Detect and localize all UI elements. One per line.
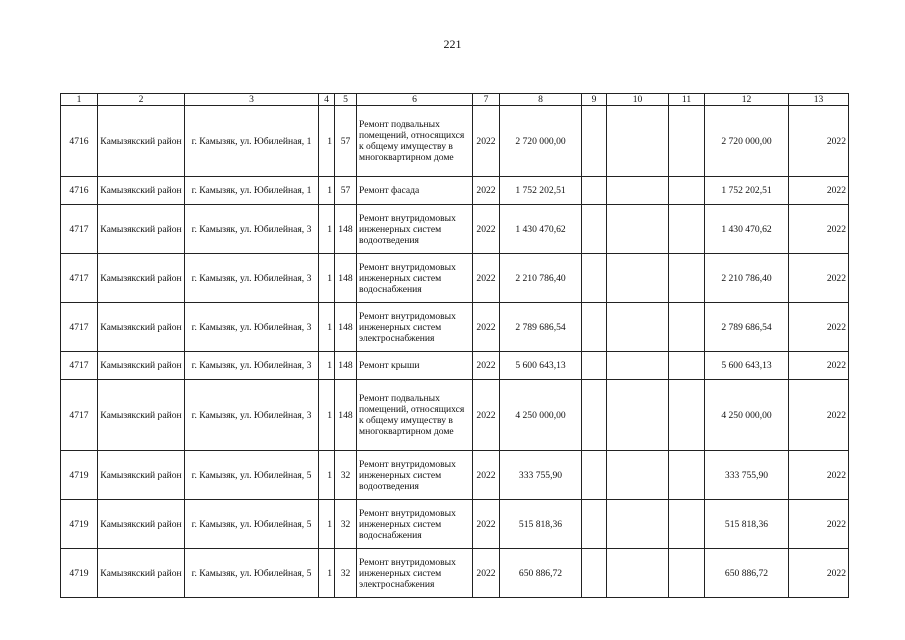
- column-4-cell: 1: [319, 254, 335, 303]
- column-header: 2: [98, 94, 185, 106]
- district-cell: Камызякский район: [98, 106, 185, 177]
- column-11-cell: [669, 352, 705, 380]
- year-cell: 2022: [473, 500, 500, 549]
- column-13-cell: 2022: [789, 205, 849, 254]
- house-id-cell: 4717: [61, 303, 98, 352]
- table-row: [61, 205, 849, 254]
- year-cell: 2022: [473, 303, 500, 352]
- column-9-cell: [582, 205, 607, 254]
- column-12-cell: 1 752 202,51: [705, 177, 789, 205]
- column-header: 5: [335, 94, 357, 106]
- column-13-cell: 2022: [789, 380, 849, 451]
- house-id-cell: 4717: [61, 380, 98, 451]
- column-13-cell: 2022: [789, 303, 849, 352]
- address-cell: г. Камызяк, ул. Юбилейная, 3: [185, 303, 319, 352]
- address-cell: г. Камызяк, ул. Юбилейная, 3: [185, 254, 319, 303]
- column-12-cell: 650 886,72: [705, 549, 789, 598]
- column-9-cell: [582, 549, 607, 598]
- address-cell: г. Камызяк, ул. Юбилейная, 5: [185, 549, 319, 598]
- column-5-cell: 32: [335, 451, 357, 500]
- column-13-cell: 2022: [789, 106, 849, 177]
- column-5-cell: 148: [335, 205, 357, 254]
- address-cell: г. Камызяк, ул. Юбилейная, 1: [185, 106, 319, 177]
- column-10-cell: [607, 451, 669, 500]
- column-4-cell: 1: [319, 352, 335, 380]
- column-11-cell: [669, 106, 705, 177]
- total-cost-cell: 333 755,90: [500, 451, 582, 500]
- table-row: [61, 177, 849, 205]
- work-type-cell: Ремонт фасада: [357, 177, 473, 205]
- column-4-cell: 1: [319, 549, 335, 598]
- column-10-cell: [607, 352, 669, 380]
- work-type-cell: Ремонт подвальных помещений, относящихся к общему имуществу в многоквартирном доме: [357, 380, 473, 451]
- address-cell: г. Камызяк, ул. Юбилейная, 3: [185, 380, 319, 451]
- year-cell: 2022: [473, 352, 500, 380]
- column-12-cell: 2 789 686,54: [705, 303, 789, 352]
- house-id-cell: 4719: [61, 500, 98, 549]
- table-row: [61, 303, 849, 352]
- house-id-cell: 4719: [61, 549, 98, 598]
- total-cost-cell: 4 250 000,00: [500, 380, 582, 451]
- work-type-cell: Ремонт внутридомовых инженерных систем электроснабжения: [357, 303, 473, 352]
- column-11-cell: [669, 254, 705, 303]
- column-10-cell: [607, 106, 669, 177]
- year-cell: 2022: [473, 177, 500, 205]
- table-body: [61, 106, 849, 598]
- work-type-cell: Ремонт крыши: [357, 352, 473, 380]
- column-9-cell: [582, 500, 607, 549]
- column-12-cell: 5 600 643,13: [705, 352, 789, 380]
- column-4-cell: 1: [319, 500, 335, 549]
- column-5-cell: 148: [335, 254, 357, 303]
- work-type-cell: Ремонт внутридомовых инженерных систем водоснабжения: [357, 500, 473, 549]
- column-12-cell: 333 755,90: [705, 451, 789, 500]
- house-id-cell: 4716: [61, 106, 98, 177]
- address-cell: г. Камызяк, ул. Юбилейная, 3: [185, 352, 319, 380]
- house-id-cell: 4717: [61, 352, 98, 380]
- work-type-cell: Ремонт подвальных помещений, относящихся к общему имуществу в многоквартирном доме: [357, 106, 473, 177]
- column-11-cell: [669, 451, 705, 500]
- total-cost-cell: 2 789 686,54: [500, 303, 582, 352]
- total-cost-cell: 650 886,72: [500, 549, 582, 598]
- column-11-cell: [669, 303, 705, 352]
- table-row: [61, 380, 849, 451]
- house-id-cell: 4719: [61, 451, 98, 500]
- column-11-cell: [669, 177, 705, 205]
- column-header: 4: [319, 94, 335, 106]
- column-9-cell: [582, 303, 607, 352]
- column-9-cell: [582, 106, 607, 177]
- column-11-cell: [669, 205, 705, 254]
- column-10-cell: [607, 500, 669, 549]
- district-cell: Камызякский район: [98, 177, 185, 205]
- column-4-cell: 1: [319, 177, 335, 205]
- column-10-cell: [607, 205, 669, 254]
- column-12-cell: 2 720 000,00: [705, 106, 789, 177]
- work-type-cell: Ремонт внутридомовых инженерных систем водоснабжения: [357, 254, 473, 303]
- district-cell: Камызякский район: [98, 303, 185, 352]
- column-header: 6: [357, 94, 473, 106]
- page-number: 221: [443, 37, 462, 51]
- column-header: 3: [185, 94, 319, 106]
- column-10-cell: [607, 177, 669, 205]
- column-13-cell: 2022: [789, 500, 849, 549]
- column-12-cell: 2 210 786,40: [705, 254, 789, 303]
- column-5-cell: 148: [335, 303, 357, 352]
- district-cell: Камызякский район: [98, 549, 185, 598]
- repair-program-table: [60, 93, 849, 598]
- table-row: [61, 106, 849, 177]
- total-cost-cell: 515 818,36: [500, 500, 582, 549]
- column-9-cell: [582, 254, 607, 303]
- table-row: [61, 549, 849, 598]
- year-cell: 2022: [473, 205, 500, 254]
- year-cell: 2022: [473, 451, 500, 500]
- column-4-cell: 1: [319, 380, 335, 451]
- column-number-row: [61, 94, 849, 106]
- house-id-cell: 4716: [61, 177, 98, 205]
- column-13-cell: 2022: [789, 549, 849, 598]
- column-10-cell: [607, 254, 669, 303]
- address-cell: г. Камызяк, ул. Юбилейная, 1: [185, 177, 319, 205]
- column-header: 10: [607, 94, 669, 106]
- district-cell: Камызякский район: [98, 451, 185, 500]
- district-cell: Камызякский район: [98, 352, 185, 380]
- column-9-cell: [582, 177, 607, 205]
- total-cost-cell: 2 210 786,40: [500, 254, 582, 303]
- address-cell: г. Камызяк, ул. Юбилейная, 5: [185, 500, 319, 549]
- column-9-cell: [582, 380, 607, 451]
- column-5-cell: 32: [335, 500, 357, 549]
- address-cell: г. Камызяк, ул. Юбилейная, 5: [185, 451, 319, 500]
- column-13-cell: 2022: [789, 254, 849, 303]
- column-header: 12: [705, 94, 789, 106]
- column-header: 11: [669, 94, 705, 106]
- column-4-cell: 1: [319, 106, 335, 177]
- table-row: [61, 352, 849, 380]
- year-cell: 2022: [473, 254, 500, 303]
- year-cell: 2022: [473, 106, 500, 177]
- address-cell: г. Камызяк, ул. Юбилейная, 3: [185, 205, 319, 254]
- district-cell: Камызякский район: [98, 205, 185, 254]
- column-13-cell: 2022: [789, 177, 849, 205]
- column-5-cell: 57: [335, 177, 357, 205]
- total-cost-cell: 1 430 470,62: [500, 205, 582, 254]
- column-4-cell: 1: [319, 303, 335, 352]
- work-type-cell: Ремонт внутридомовых инженерных систем водоотведения: [357, 451, 473, 500]
- house-id-cell: 4717: [61, 254, 98, 303]
- total-cost-cell: 2 720 000,00: [500, 106, 582, 177]
- column-11-cell: [669, 380, 705, 451]
- district-cell: Камызякский район: [98, 380, 185, 451]
- column-9-cell: [582, 352, 607, 380]
- column-10-cell: [607, 549, 669, 598]
- column-13-cell: 2022: [789, 451, 849, 500]
- table-row: [61, 254, 849, 303]
- column-header: 13: [789, 94, 849, 106]
- column-header: 1: [61, 94, 98, 106]
- column-12-cell: 1 430 470,62: [705, 205, 789, 254]
- column-5-cell: 148: [335, 352, 357, 380]
- column-header: 8: [500, 94, 582, 106]
- total-cost-cell: 5 600 643,13: [500, 352, 582, 380]
- column-5-cell: 32: [335, 549, 357, 598]
- total-cost-cell: 1 752 202,51: [500, 177, 582, 205]
- column-10-cell: [607, 303, 669, 352]
- column-header: 7: [473, 94, 500, 106]
- column-9-cell: [582, 451, 607, 500]
- district-cell: Камызякский район: [98, 254, 185, 303]
- column-12-cell: 4 250 000,00: [705, 380, 789, 451]
- house-id-cell: 4717: [61, 205, 98, 254]
- column-11-cell: [669, 500, 705, 549]
- district-cell: Камызякский район: [98, 500, 185, 549]
- year-cell: 2022: [473, 549, 500, 598]
- work-type-cell: Ремонт внутридомовых инженерных систем водоотведения: [357, 205, 473, 254]
- column-5-cell: 148: [335, 380, 357, 451]
- column-header: 9: [582, 94, 607, 106]
- table-row: [61, 451, 849, 500]
- column-12-cell: 515 818,36: [705, 500, 789, 549]
- table-row: [61, 500, 849, 549]
- year-cell: 2022: [473, 380, 500, 451]
- column-4-cell: 1: [319, 451, 335, 500]
- column-13-cell: 2022: [789, 352, 849, 380]
- work-type-cell: Ремонт внутридомовых инженерных систем электроснабжения: [357, 549, 473, 598]
- column-11-cell: [669, 549, 705, 598]
- column-4-cell: 1: [319, 205, 335, 254]
- column-5-cell: 57: [335, 106, 357, 177]
- column-10-cell: [607, 380, 669, 451]
